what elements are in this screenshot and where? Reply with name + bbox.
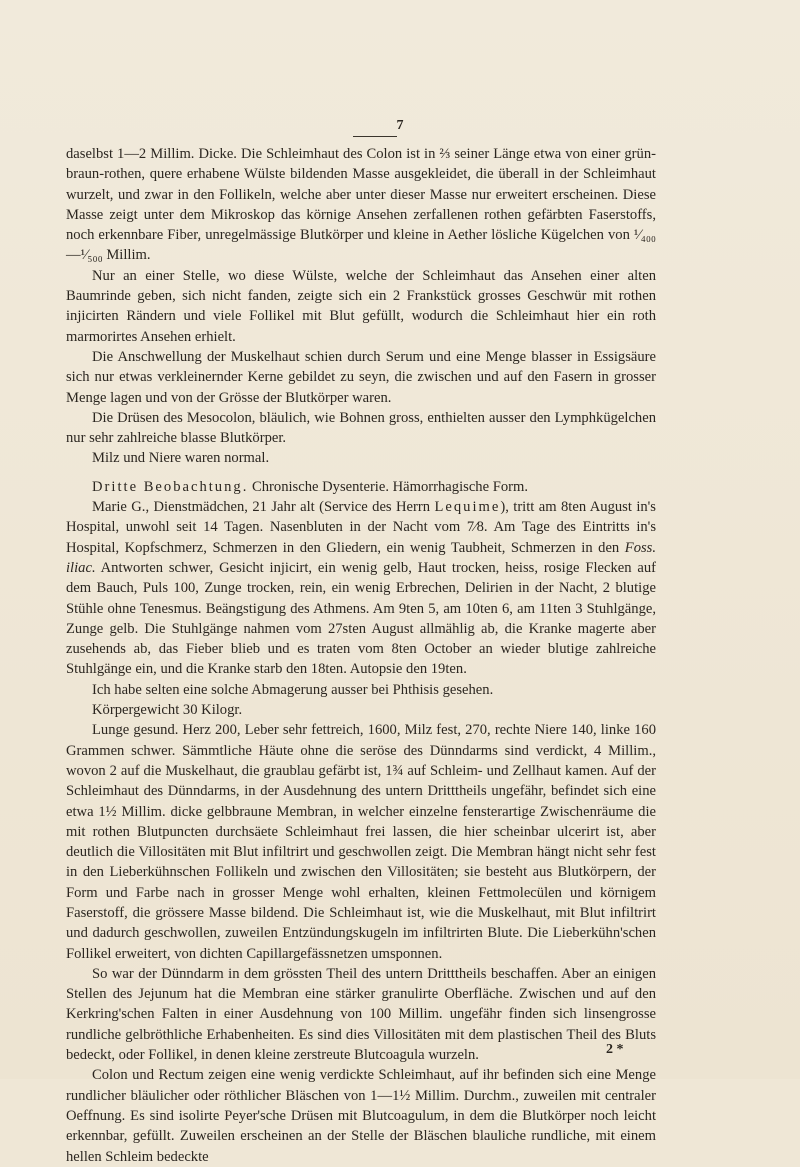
- paragraph: Colon und Rectum zeigen eine wenig verdickte Schleimhaut, auf ihr befinden sich eine Menge rundlicher bläulicher oder röthlicher Bläschen von 1—1½ Millim. Durchm., zuweilen mit centraler Oeffnung. Es sind isolirte Peyer'sche Drüsen mit Blutcoagulum, in dem die Blutkörper noch leicht erkennbar, gefüllt. Zuweilen erscheinen an der Stelle der Bläschen blauliche rundliche, mit einem hellen Schleim bedeckte: [66, 1067, 656, 1165]
- paragraph: Körpergewicht 30 Kilogr.: [92, 702, 243, 719]
- observation-heading: [66, 477, 656, 497]
- paragraph: daselbst 1—2 Millim. Dicke. Die Schleimhaut des Colon ist in ⅔ seiner Länge etwa von einer grün-braun-rothen, quere erhabene Wülste bildenden Masse ausgekleidet, die überall in der Schleimhaut wurzelt, und zwar in den Follikeln, welche aber unter dieser Masse nur erweitert erscheinen. Diese Masse zeigt unter dem Mikroskop das körnige Ansehen zerfallenen rothen gefärbten Faserstoffs, noch erkennbare Fiber, unregelmässige Blutkörper und kleine in Aether lösliche Kügelchen von ¹⁄₄₀₀—¹⁄₅₀₀ Millim.: [66, 146, 656, 264]
- case-text-end: Antworten schwer, Gesicht injicirt, ein wenig gelb, Haut trocken, heiss, rosige Flecken auf dem Bauch, Puls 100, Zunge trocken, rein, ein wenig Erbrechen, Delirien in der Nacht, 2 blutige Stühle ohne Tenesmus. Beängstigung des Athmens. Am 9ten 5, am 10ten 6, am 11ten 3 Stuhlgänge, Zunge gelb. Die Stuhlgänge nahmen vom 27sten August allmählig ab, die Kranke magerte aber zusehends ab, das Fieber blieb und es traten vom 8ten October an wieder blutige zahlreiche Stuhlgänge ein, und die Kranke starb den 18ten. Autopsie den 19ten.: [66, 559, 656, 678]
- case-text-start: Marie G., Dienstmädchen, 21 Jahr alt (Service des Herrn: [92, 499, 435, 516]
- anatomical-term: Foss. iliac.: [66, 539, 656, 576]
- page-body: [66, 144, 656, 1167]
- paragraph: Die Anschwellung der Muskelhaut schien durch Serum und eine Menge blasser in Essigsäure sich nur etwas verkleinernder Kerne gebildet zu seyn, die zwischen und auf den Fasern in grosser Menge lagen und von der Grösse der Blutkörper waren.: [66, 348, 656, 406]
- observation-title: Chronische Dysenterie. Hämorrhagische Form.: [252, 478, 528, 495]
- paragraph: Die Drüsen des Mesocolon, bläulich, wie Bohnen gross, enthielten ausser den Lymphkügelchen nur sehr zahlreiche blasse Blutkörper.: [66, 409, 656, 447]
- paragraph: Ich habe selten eine solche Abmagerung ausser bei Phthisis gesehen.: [92, 681, 494, 698]
- page-number: 7: [396, 118, 404, 133]
- header-rule: [353, 136, 397, 137]
- case-paragraph: [66, 497, 656, 680]
- printer-signature: 2 *: [606, 1042, 624, 1057]
- paragraph: Lunge gesund. Herz 200, Leber sehr fettreich, 1600, Milz fest, 270, rechte Niere 140, linke 160 Grammen schwer. Sämmtliche Häute ohne die seröse des Dünndarms sind verdickt, 4 Millim., wovon 2 auf die Muskelhaut, die graublau gefärbt ist, 1¾ auf Schleim- und Zellhaut kamen. Auf der Schleimhaut des Dünndarms, in der Ausdehnung des untern Dritttheils ungefähr, befindet sich eine etwa 1½ Millim. dicke gelbbraune Membran, in welcher einzelne fensterartige Zwischenräume die mit rothen Blutpuncten durchsäete Schleimhaut frei lassen, die hier scheinbar ulcerirt ist, aber deutlich die Villositäten mit Blut infiltrirt und geschwollen zeigt. Die Membran hängt nicht sehr fest in den Lieberkühnschen Follikeln und zwischen den Villositäten; sie besteht aus Blutkörpern, der Form und Farbe nach in grosser Menge wohl erhalten, kleinen Fettmolecülen und körnigem Faserstoff, die grössere Masse bildend. Die Schleimhaut ist, wie die Muskelhaut, mit Blut infiltrirt und dadurch geschwollen, zuweilen Entzündungskugeln im infiltrirten Blute. Die Lieberkühn'schen Follikel erweitert, von dichten Capillargefässnetzen umsponnen.: [66, 722, 656, 962]
- paragraph: Milz und Niere waren normal.: [92, 450, 270, 467]
- observation-label: Dritte Beobachtung.: [92, 478, 249, 495]
- physician-name: Lequime: [434, 499, 501, 516]
- paragraph: Nur an einer Stelle, wo diese Wülste, welche der Schleimhaut das Ansehen einer alten Baumrinde geben, sich nicht fanden, zeigte sich ein 2 Frankstück grosses Geschwür mit rothen injicirten Rändern und viele Follikel mit Blut gefüllt, wodurch die Schleimhaut hier ein roth marmorirtes Ansehen erhielt.: [66, 267, 656, 345]
- paragraph: So war der Dünndarm in dem grössten Theil des untern Dritttheils beschaffen. Aber an einigen Stellen des Jejunum hat die Membran eine stärker granulirte Oberfläche. Zwischen und auf den Kerkring'schen Falten in einer Ausdehnung von 100 Millim. ungefähr finden sich linsengrosse rundliche gelbröthliche Erhabenheiten. Es sind dies Villositäten mit dem plastischen Theil des Bluts bedeckt, oder Follikel, in denen kleine zerstreute Blutcoagula wurzeln.: [66, 965, 656, 1064]
- case-text-middle: ), tritt am 8ten August in's Hospital, unwohl seit 14 Tagen. Nasenbluten in der Nacht vom 7⁄8. Am Tage des Eintritts in's Hospital, Kopfschmerz, Schmerzen in den Gliedern, ein wenig Taubheit, Schmerzen in den: [66, 499, 656, 556]
